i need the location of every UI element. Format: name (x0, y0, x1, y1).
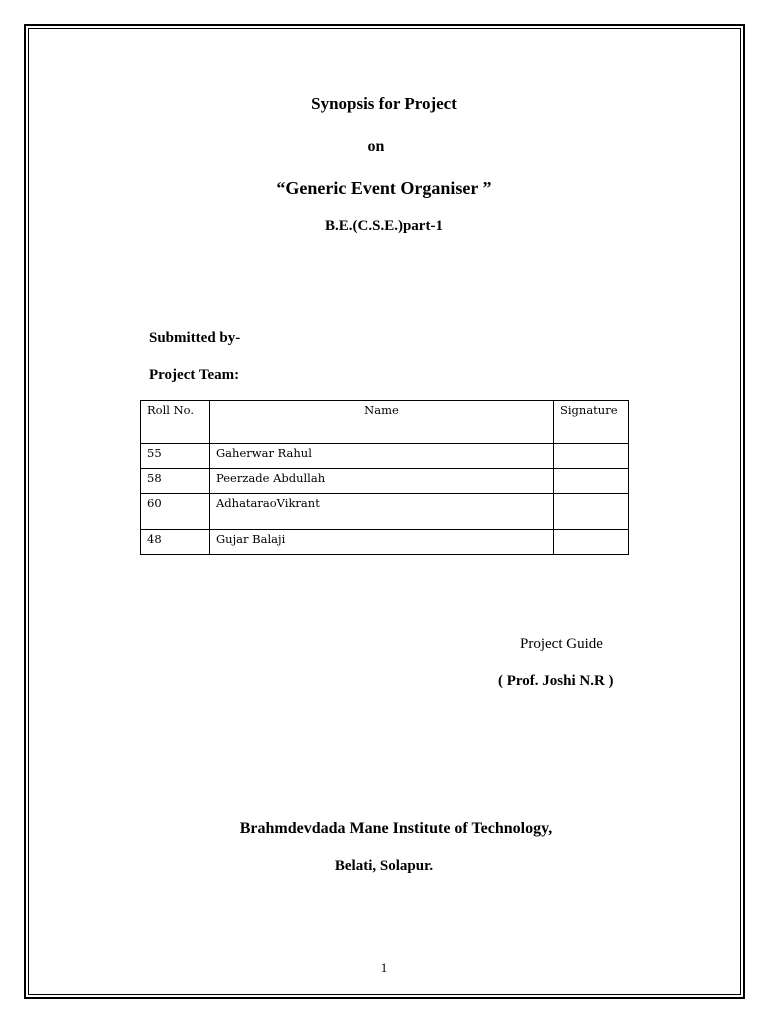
synopsis-title: Synopsis for Project (311, 94, 457, 113)
roll-cell: 55 (141, 444, 210, 469)
team-table (140, 400, 629, 555)
institute-location: Belati, Solapur. (334, 858, 434, 874)
column-header-signature: Signature (554, 401, 629, 444)
roll-cell: 60 (141, 494, 210, 530)
name-cell: AdhataraoVikrant (210, 494, 554, 530)
table-row (141, 444, 629, 469)
signature-cell (554, 444, 629, 469)
table-row (141, 469, 629, 494)
project-name: “Generic Event Organiser ” (276, 178, 492, 198)
name-cell: Peerzade Abdullah (210, 469, 554, 494)
project-guide-name: ( Prof. Joshi N.R ) (498, 673, 614, 689)
project-team-label: Project Team: (149, 367, 240, 383)
table-row (141, 494, 629, 530)
institute-name: Brahmdevdada Mane Institute of Technology, (239, 820, 553, 837)
project-guide-label: Project Guide (520, 636, 603, 652)
roll-cell: 48 (141, 530, 210, 555)
name-cell: Gujar Balaji (210, 530, 554, 555)
signature-cell (554, 494, 629, 530)
signature-cell (554, 530, 629, 555)
column-header-roll: Roll No. (141, 401, 210, 444)
signature-cell (554, 469, 629, 494)
title-on: on (367, 138, 385, 155)
table-header-row (141, 401, 629, 444)
roll-cell: 58 (141, 469, 210, 494)
table-row (141, 530, 629, 555)
name-cell: Gaherwar Rahul (210, 444, 554, 469)
course-name: B.E.(C.S.E.)part-1 (325, 218, 443, 234)
page-number: 1 (380, 960, 388, 975)
submitted-by-label: Submitted by- (149, 330, 241, 346)
column-header-name: Name (210, 401, 554, 444)
